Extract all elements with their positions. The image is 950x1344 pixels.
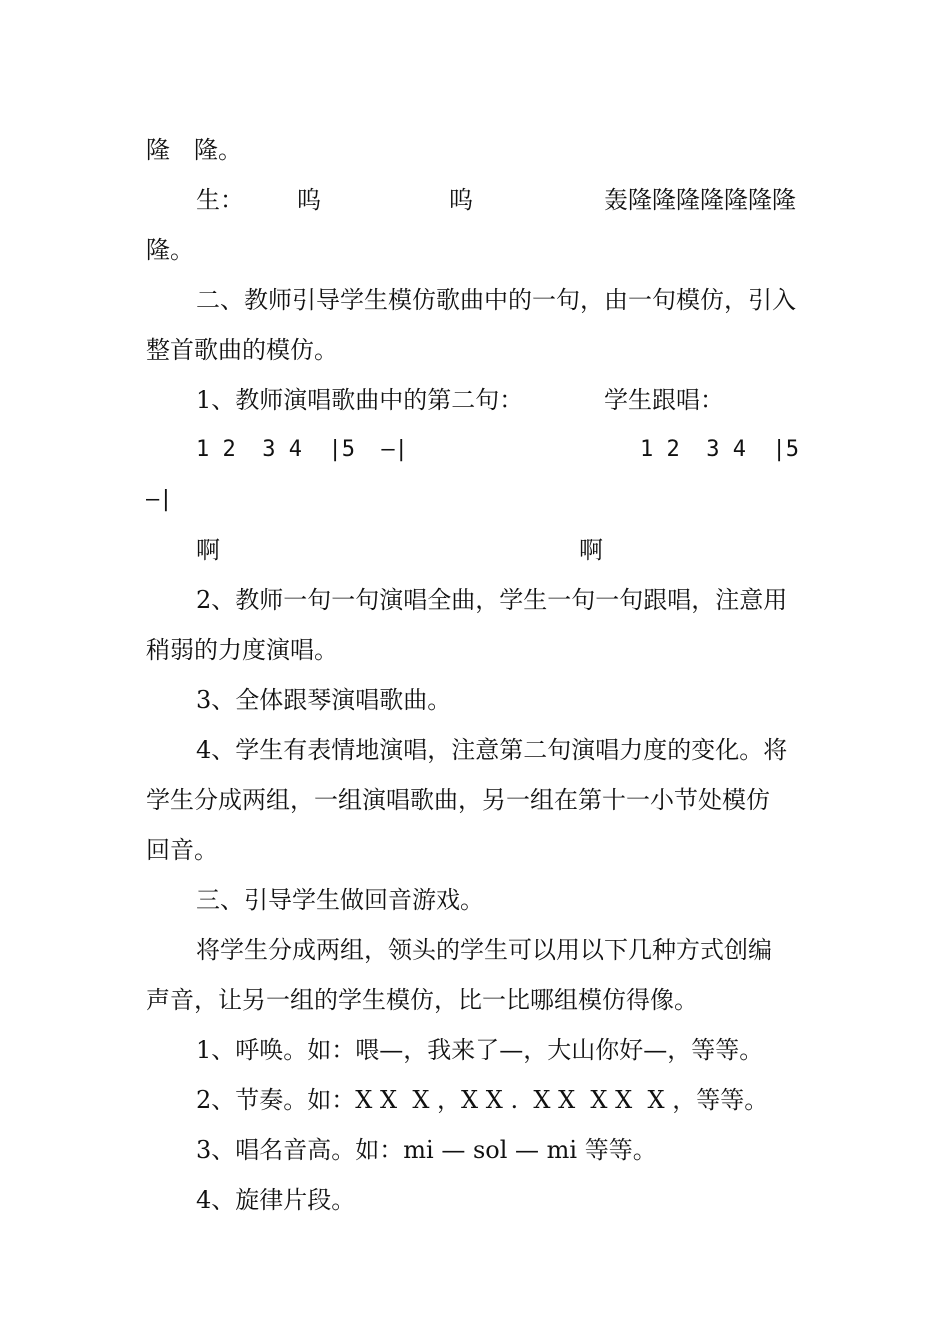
text-line-6 (0, 385, 950, 415)
step-label-student: 学生跟唱： (604, 386, 724, 414)
notation-line (0, 435, 950, 465)
text-line-19: 1、呼唤。如：喂—，我来了—，大山你好—，等等。 (196, 1036, 764, 1064)
text-line-5: 整首歌曲的模仿。 (146, 336, 338, 364)
notation-continuation: —| (146, 487, 173, 512)
text-line-13: 4、学生有表情地演唱，注意第二句演唱力度的变化。将 (196, 736, 788, 764)
step-label-teacher: 1、教师演唱歌曲中的第二句： (196, 386, 524, 414)
text-line-1: 隆 隆。 (146, 136, 242, 164)
sound-word-1: 呜 (297, 186, 321, 214)
section-heading-3: 三、引导学生做回音游戏。 (196, 886, 484, 914)
sound-word-3: 轰隆隆隆隆隆隆隆 (604, 186, 796, 214)
text-line-3: 隆。 (146, 236, 194, 264)
text-line-14: 学生分成两组，一组演唱歌曲，另一组在第十一小节处模仿 (146, 786, 770, 814)
sound-word-2: 呜 (449, 186, 473, 214)
text-line-22: 4、旋律片段。 (196, 1186, 356, 1214)
text-line-12: 3、全体跟琴演唱歌曲。 (196, 686, 452, 714)
speaker-label: 生： (196, 186, 244, 214)
text-line-11: 稍弱的力度演唱。 (146, 636, 338, 664)
notation-student: 1 2 3 4 |5 (640, 437, 799, 462)
text-line-15: 回音。 (146, 836, 218, 864)
text-line-20: 2、节奏。如：X X X ，X X . X X X X X ，等等。 (196, 1086, 769, 1114)
section-heading-2: 二、教师引导学生模仿歌曲中的一句，由一句模仿，引入 (196, 286, 796, 314)
lyric-student: 啊 (579, 536, 603, 564)
notation-teacher: 1 2 3 4 |5 —| (196, 437, 408, 462)
lyrics-line (0, 535, 950, 565)
text-line-21: 3、唱名音高。如：mi — sol — mi 等等。 (196, 1136, 657, 1164)
text-line-18: 声音，让另一组的学生模仿，比一比哪组模仿得像。 (146, 986, 698, 1014)
text-line-17: 将学生分成两组，领头的学生可以用以下几种方式创编 (196, 936, 772, 964)
text-line-2 (0, 185, 950, 215)
text-line-10: 2、教师一句一句演唱全曲，学生一句一句跟唱，注意用 (196, 586, 788, 614)
lyric-teacher: 啊 (196, 536, 220, 564)
